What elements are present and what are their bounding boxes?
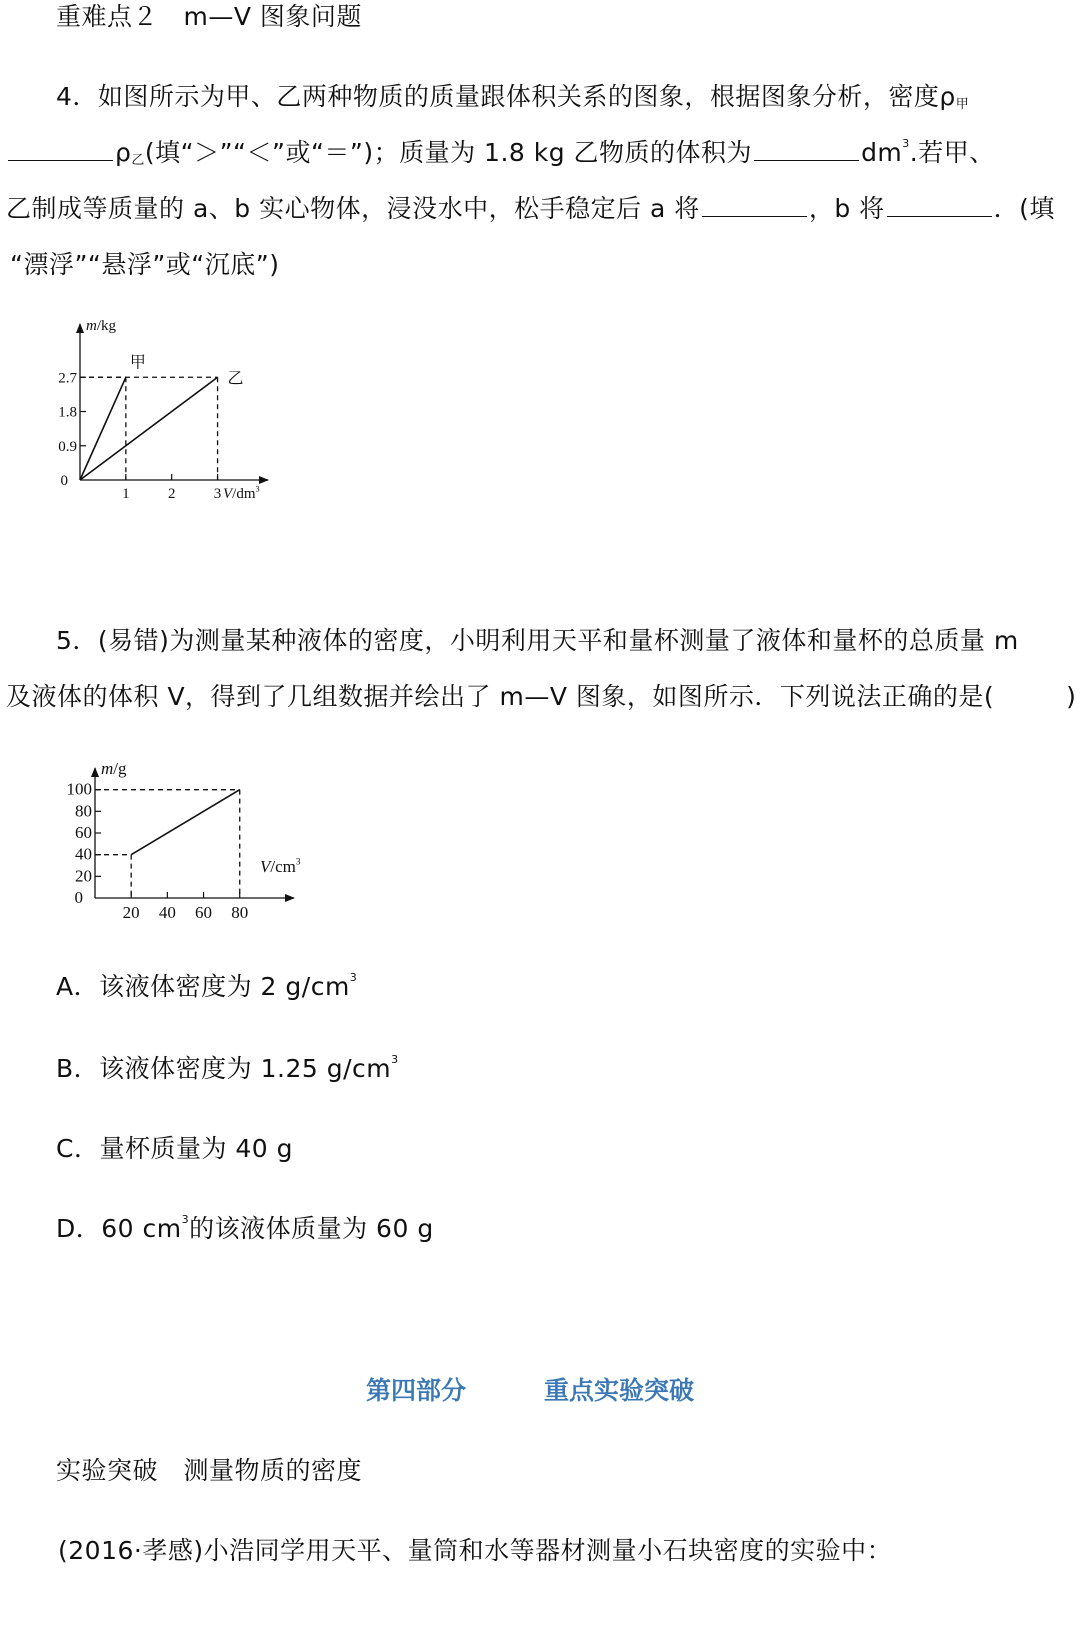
part-number: 第四部分 [366, 1376, 467, 1405]
chart-origin-label: 0 [60, 473, 68, 489]
y-tick-label: 0.9 [58, 438, 77, 455]
experiment-title: 实验突破 测量物质的密度 [56, 1456, 363, 1485]
q4-line-1: 4．如图所示为甲、乙两种物质的质量跟体积关系的图象，根据图象分析，密度$\rho_甲$ [56, 82, 970, 112]
x-axis-label [223, 484, 260, 502]
y-axis-label-unit: /g [113, 759, 127, 778]
x-tick-label: 80 [231, 903, 249, 922]
series-line [131, 790, 240, 855]
series-name-label: 乙 [227, 370, 244, 388]
x-tick-label: 2 [167, 486, 176, 502]
q4-line-2: $\rho_乙$(填“＞”“＜”或“＝”)；质量为 1.8 kg 乙物质的体积为 $dm^3$.若甲、 [6, 136, 1080, 170]
q5-line-1: 5．(易错)为测量某种液体的密度，小明利用天平和量杯测量了液体和量杯的总质量 m [56, 626, 1019, 655]
chart-origin-label: 0 [74, 888, 83, 907]
option-a[interactable]: A．该液体密度为 2 $g/cm^3$ [56, 971, 358, 1001]
y-tick-label: 80 [75, 801, 92, 821]
y-tick-label: 60 [75, 823, 92, 842]
series-line [80, 377, 218, 480]
chart-mass-volume-jia-yi [40, 318, 290, 508]
x-axis-label-var: V [223, 486, 233, 502]
answer-blank-2[interactable] [754, 138, 859, 161]
q4-line-4: “漂浮”“悬浮”或“沉底”) [10, 250, 280, 279]
chart-mass-volume-liquid [50, 758, 330, 930]
x-tick-label: 60 [195, 903, 213, 922]
y-tick-label: 100 [66, 779, 92, 799]
experiment-intro: (2016·孝感)小浩同学用天平、量筒和水等器材测量小石块密度的实验中： [58, 1536, 893, 1565]
option-d[interactable]: D．60 $cm^3$的该液体质量为 60 g [56, 1213, 434, 1243]
x-tick-label: 3 [213, 486, 222, 502]
x-tick-label: 40 [158, 903, 176, 922]
part-title: 重点实验突破 [544, 1376, 695, 1405]
x-tick-label: 20 [122, 903, 140, 922]
x-axis-label [260, 857, 301, 876]
y-axis-label-var: m [101, 759, 114, 778]
answer-blank-1[interactable] [8, 138, 113, 161]
q5-line-2: 及液体的体积 V，得到了几组数据并绘出了 m—V 图象，如图所示．下列说法正确的是( ) [6, 682, 1077, 711]
y-tick-label: 20 [75, 866, 92, 886]
series-name-label: 甲 [129, 354, 146, 372]
x-axis-label-unit: /dm [232, 486, 256, 502]
y-tick-label: 40 [75, 844, 92, 864]
answer-blank-4[interactable] [887, 194, 992, 217]
x-axis-label-sup: 3 [295, 857, 301, 868]
y-tick-label: 2.7 [58, 370, 77, 387]
q4-line-3: 乙制成等质量的 a、b 实心物体，浸没水中，松手稳定后 a 将 ，b 将 ．(填 [6, 194, 1055, 223]
series-line [80, 377, 126, 480]
x-axis-label-unit: /cm [270, 857, 296, 876]
y-axis-label-unit: /kg [96, 318, 117, 334]
answer-blank-3[interactable] [702, 194, 807, 217]
option-b[interactable]: B．该液体密度为 1.25 $g/cm^3$ [56, 1053, 399, 1083]
x-tick-label: 1 [122, 486, 130, 502]
y-axis-label-var: m [86, 318, 97, 334]
x-axis-label-var: V [260, 857, 271, 876]
y-axis-label [101, 759, 127, 778]
section-title: 重难点２ m—V 图象问题 [56, 2, 362, 31]
y-axis-label [86, 318, 117, 334]
x-axis-label-sup: 3 [255, 484, 260, 494]
y-tick-label: 1.8 [58, 404, 77, 421]
option-c[interactable]: C．量杯质量为 40 g [56, 1134, 294, 1163]
